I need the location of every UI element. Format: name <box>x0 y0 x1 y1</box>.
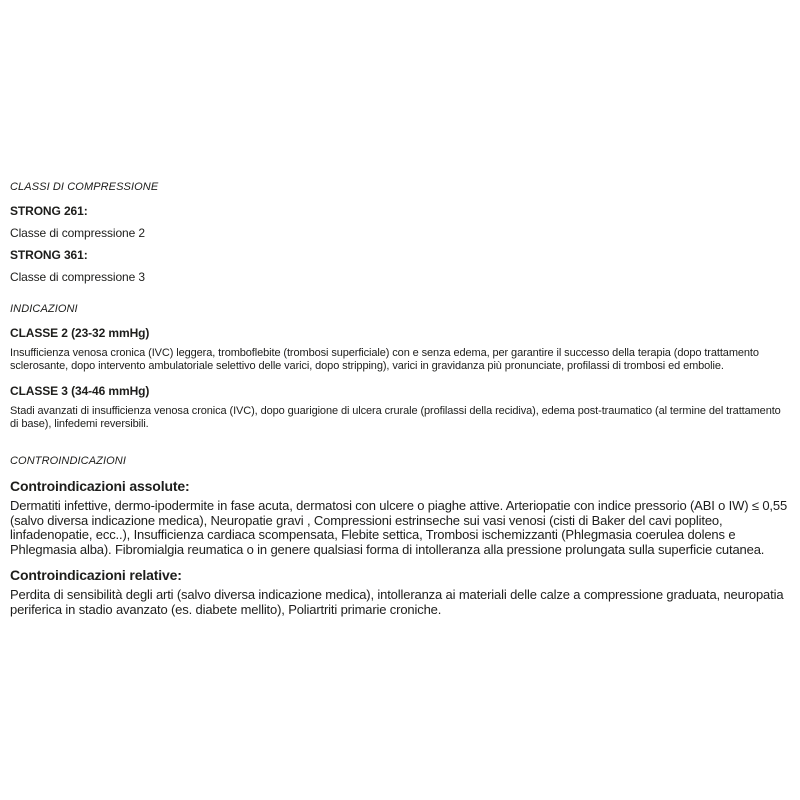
item-body-strong-261: Classe di compressione 2 <box>10 226 145 240</box>
item-title-strong-361: STRONG 361: <box>10 248 88 262</box>
section-label-classi-di-compressione: CLASSI DI COMPRESSIONE <box>10 181 159 193</box>
section-indicazioni <box>10 303 788 443</box>
item-title-classe-3: CLASSE 3 (34-46 mmHg) <box>10 384 150 398</box>
section-label-controindicazioni: CONTROINDICAZIONI <box>10 455 126 467</box>
item-title-strong-261: STRONG 261: <box>10 204 88 218</box>
item-body-controindicazioni-relative: Perdita di sensibilità degli arti (salvo diversa indicazione medica), intolleranza ai materiali delle calze a compressione graduata, neuropatia periferica in stadio avanzato (es. diabete mellito), Poliartriti primarie croniche. <box>10 587 784 617</box>
item-title-controindicazioni-relative: Controindicazioni relative: <box>10 567 182 584</box>
section-label-indicazioni: INDICAZIONI <box>10 303 78 315</box>
item-body-classe-3: Stadi avanzati di insufficienza venosa cronica (IVC), dopo guarigione di ulcera crurale (profilassi della recidiva), edema post-traumatico (al termine del trattamento di base), linfedemi reversibili. <box>10 405 781 430</box>
section-classi-di-compressione <box>10 181 788 293</box>
item-title-controindicazioni-assolute: Controindicazioni assolute: <box>10 478 190 494</box>
item-body-strong-361: Classe di compressione 3 <box>10 270 145 284</box>
section-controindicazioni <box>10 455 788 626</box>
item-title-classe-2: CLASSE 2 (23-32 mmHg) <box>10 326 150 340</box>
item-body-classe-2: Insufficienza venosa cronica (IVC) leggera, tromboflebite (trombosi superficiale) con e senza edema, per garantire il successo della terapia (dopo trattamento sclerosante, dopo intervento ambulatoriale selettivo delle varici, dopo stripping), varici in gravidanza più pronunciate, profilassi di trombosi ed embolie. <box>10 347 759 372</box>
item-body-controindicazioni-assolute: Dermatiti infettive, dermo-ipodermite in fase acuta, dermatosi con ulcere o piaghe attive. Arteriopatie con indice pressorio (ABI o IW) ≤ 0,55 (salvo diversa indicazione medica), Neuropatie gravi , Compressioni estrinseche sui vasi venosi (cisti di Baker del cavi popliteo, linfadenopatie, ecc..), Insufficienza cardiaca scompensata, Flebite settica, Trombosi ischemizzanti (Phlegmasia coerulea dolens e Phlegmasia alba). Fibromialgia reumatica o in genere qualsiasi forma di intolleranza alla pressione prolungata sulla superficie cutanea. <box>10 498 788 557</box>
